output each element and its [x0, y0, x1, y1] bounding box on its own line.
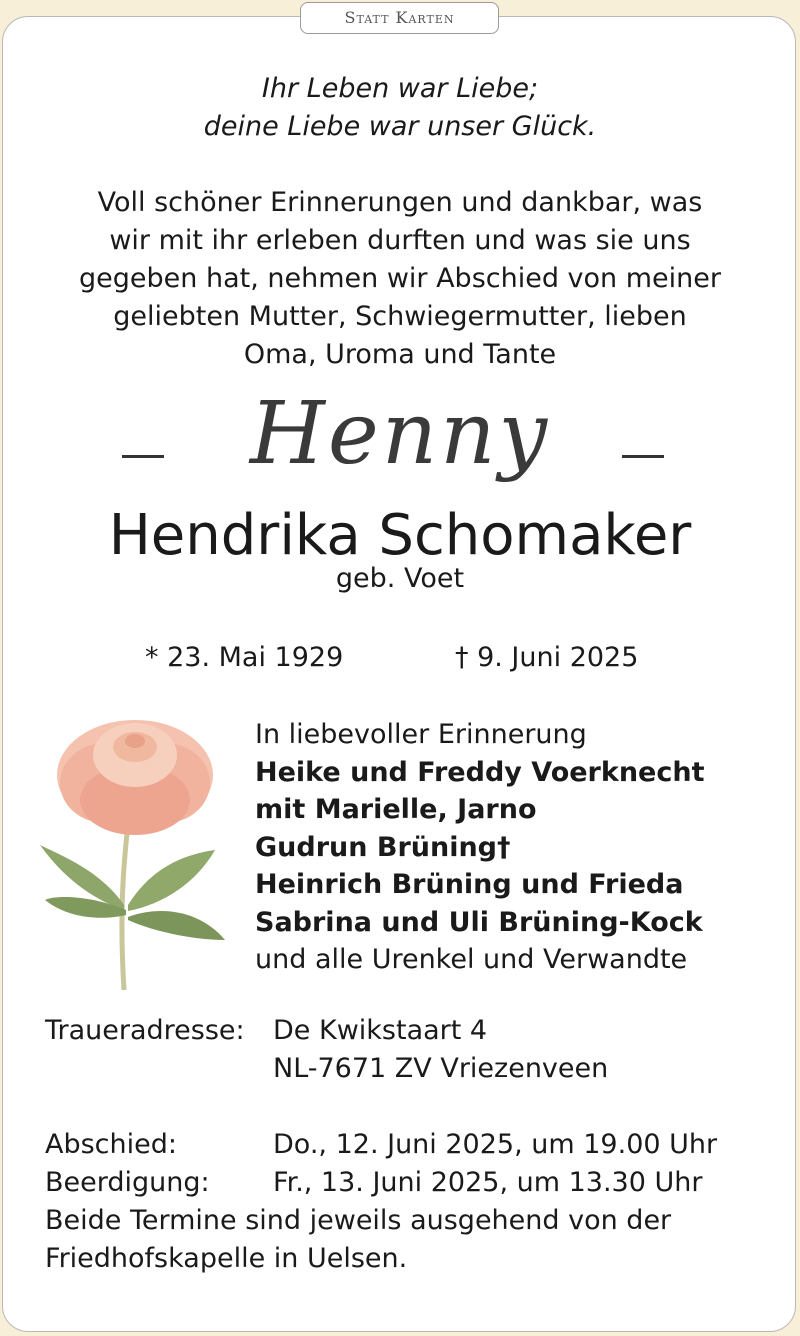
- mourner-name: Gudrun Brüning†: [255, 831, 511, 863]
- address-line2: NL-7671 ZV Vriezenveen: [273, 1053, 609, 1084]
- intro-line: wir mit ihr erleben durften und was sie uns: [109, 225, 691, 256]
- birth-name: geb. Voet: [335, 563, 465, 594]
- header-tag: Statt Karten: [300, 2, 499, 34]
- mourners-closing: und alle Urenkel und Verwandte: [255, 944, 688, 975]
- event-label: Abschied:: [45, 1129, 177, 1160]
- verse-line: deine Liebe war unser Glück.: [203, 111, 597, 142]
- intro-line: Voll schöner Erinnerungen und dankbar, was: [97, 187, 703, 218]
- event-label: Beerdigung:: [45, 1167, 210, 1198]
- event-value: Fr., 13. Juni 2025, um 13.30 Uhr: [273, 1167, 703, 1198]
- mourners-list: [255, 716, 705, 979]
- mourners-intro: In liebevoller Erinnerung: [255, 719, 587, 750]
- mourner-name: Heinrich Brüning und Frieda: [255, 869, 684, 900]
- intro-text: [0, 184, 800, 374]
- address-line1: De Kwikstaart 4: [273, 1015, 488, 1046]
- verse: [0, 70, 800, 146]
- event-value: Do., 12. Juni 2025, um 19.00 Uhr: [273, 1129, 718, 1160]
- verse-line: Ihr Leben war Liebe;: [261, 73, 539, 104]
- nickname-script: Henny: [249, 384, 551, 484]
- mourner-name: Heike und Freddy Voerknecht: [255, 756, 705, 788]
- note-line: Friedhofskapelle in Uelsen.: [45, 1243, 408, 1274]
- mourner-name: Sabrina und Uli Brüning-Kock: [255, 906, 703, 938]
- address-label: Traueradresse:: [45, 1015, 245, 1046]
- right-dash: [622, 455, 664, 458]
- peony-flower-icon: [40, 705, 230, 995]
- death-date: † 9. Juni 2025: [455, 642, 639, 673]
- mourner-name: mit Marielle, Jarno: [255, 794, 537, 825]
- intro-line: gegeben hat, nehmen wir Abschied von meiner: [79, 263, 721, 294]
- intro-line: Oma, Uroma und Tante: [243, 339, 557, 370]
- birth-date: * 23. Mai 1929: [145, 642, 344, 673]
- intro-line: geliebten Mutter, Schwiegermutter, lieben: [113, 301, 687, 332]
- full-name: Hendrika Schomaker: [108, 503, 692, 568]
- note-line: Beide Termine sind jeweils ausgehend von der: [45, 1205, 672, 1236]
